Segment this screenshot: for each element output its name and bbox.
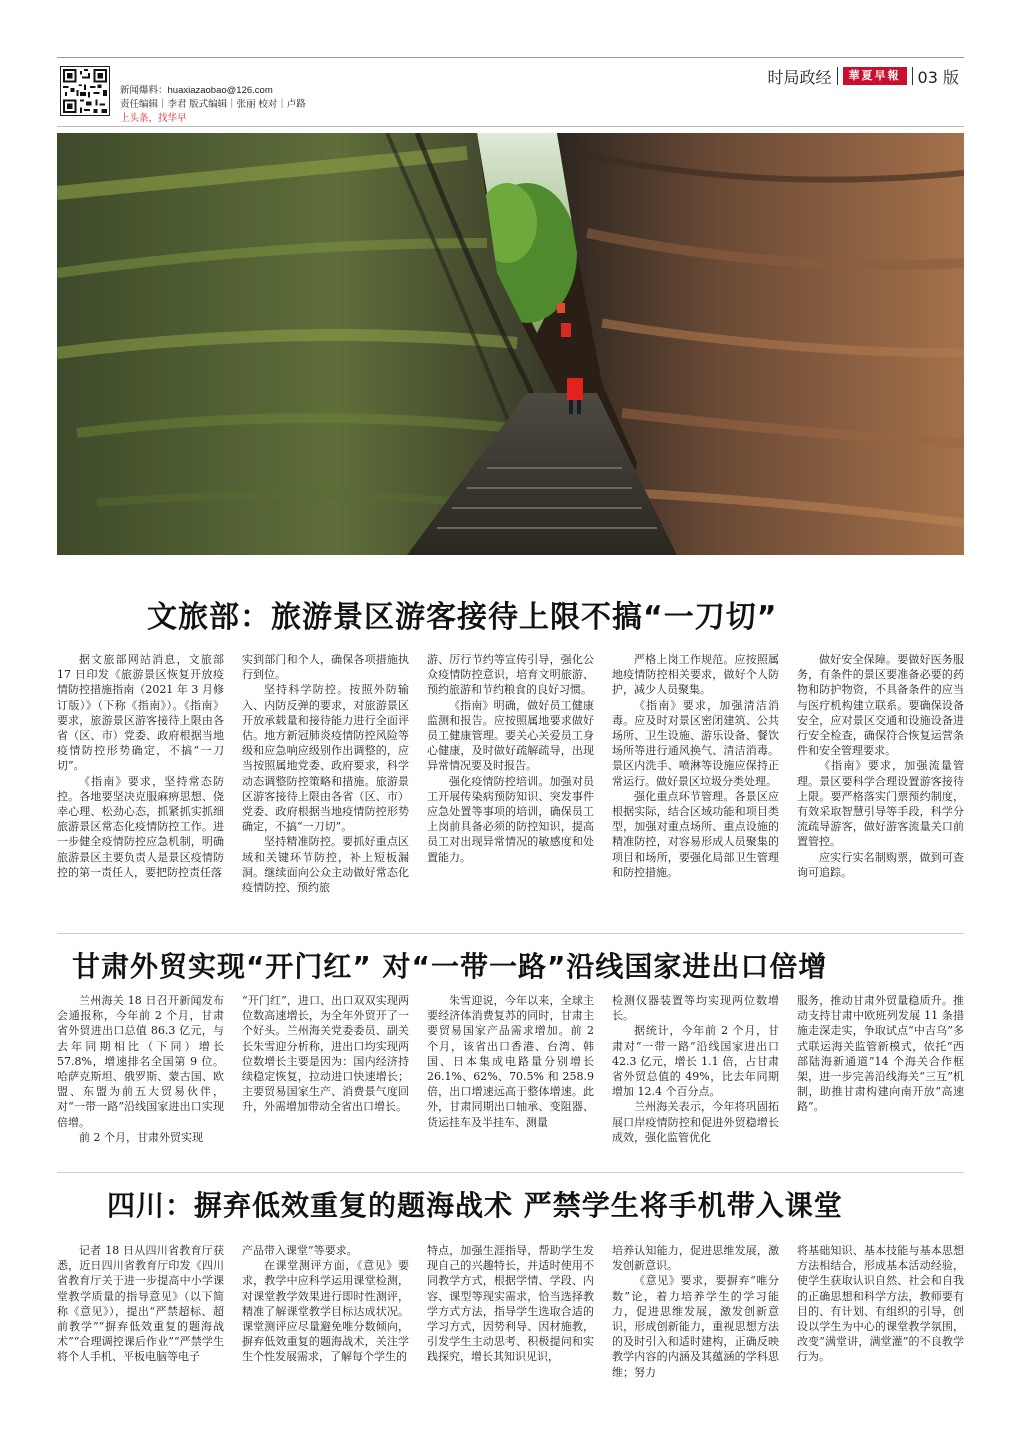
paragraph: 强化重点环节管理。各景区应根据实际，结合区域功能和项目类型，加强对重点场所、重点设施的精准防控，对容易形成人员聚集的项目和场所，要强化局部卫生管理和防控措施。 [612,789,779,879]
article2-column [242,993,409,1158]
paragraph: 坚持科学防控。按照外防输入、内防反弹的要求，对旅游景区开放承载量和接待能力进行全面评估。地方新冠肺炎疫情防控风险等级和应急响应级别作出调整的，应当按照属地党委、政府要求，科学动态调整防控策略和措施。旅游景区游客接待上限由各省（区、市）党委、政府根据当地疫情防控形势确定，不搞“一刀切”。 [242,683,409,834]
page-number: 03 版 [917,67,959,87]
canyon-photo [57,133,964,555]
paragraph: 严格上岗工作规范。应按照属地疫情防控相关要求，做好个人防护，减少人员聚集。 [612,653,779,697]
section-name: 时局政经 [767,67,832,87]
article2-column [797,993,964,1158]
paragraph: 前 2 个月，甘肃外贸实现 [79,1130,203,1144]
article2-column [612,993,779,1158]
paragraph: 培养认知能力，促进思维发展，激发创新意识。 [612,1244,779,1273]
article1-title: 文旅部：旅游景区游客接待上限不搞“一刀切” [147,600,778,635]
top-rule [57,57,964,58]
paragraph: 检测仪器装置等均实现两位数增长。 [612,994,779,1023]
paragraph: 在课堂测评方面，《意见》要求，教学中应科学运用课堂检测，对课堂教学效果进行即时性测评，精准了解课堂教学目标达成状况。课堂测评应尽量避免唯分数倾向，摒弃低效重复的题海战术，关注学生个性发展需求，了解每个学生的 [242,1259,409,1364]
paragraph: 《指南》明确，做好员工健康监测和报告。应按照属地要求做好员工健康管理。要关心关爱员工身心健康，及时做好疏解疏导，出现异常情况要及时报告。 [427,698,594,773]
article3-column [612,1243,779,1393]
article1-column [242,652,409,917]
paragraph: 《指南》要求，加强清洁消毒。应及时对景区密闭建筑、公共场所、卫生设施、游乐设备、餐饮场所等进行通风换气、清洁消毒。景区内洗手、喷淋等设施应保持正常运行。做好景区垃圾分类处理。 [612,698,779,788]
paragraph: 产品带入课堂”等要求。 [242,1244,358,1257]
paragraph: 实到部门和个人，确保各项措施执行到位。 [242,653,409,682]
paragraph: 强化疫情防控培训。加强对员工开展传染病预防知识、突发事件应急处置等事项的培训，确保员工上岗前具备必须的防控知识，提高员工对出现异常情况的敏感度和处置能力。 [427,774,594,864]
article2-column [427,993,594,1158]
article2-body [57,993,964,1158]
article1-body [57,652,964,917]
paragraph: 将基础知识、基本技能与基本思想方法相结合，形成基本活动经验，使学生获取认识自然、社会和自我的正确思想和科学方法，教师要有目的、有计划、有组织的引导，创设以学生为中心的课堂教学氛围，改变“满堂讲，满堂灌”的不良教学行为。 [797,1244,964,1364]
paragraph: 兰州海关表示，今年将巩固拓展口岸疫情防控和促进外贸稳增长成效，强化监管优化 [612,1100,779,1144]
paragraph: 《意见》要求，要摒弃“唯分数”论，着力培养学生的学习能力，促进思维发展，激发创新意识，形成创新能力，重视思想方法的及时引入和适时建构，正确反映教学内容的内涵及其蕴涵的学科思维；努力 [612,1274,779,1379]
paragraph: 朱雪迎说，今年以来，全球主要经济体消费复苏的同时，甘肃主要贸易国家产品需求增加。前 2 个月，该省出口香港、台湾、韩国、日本集成电路量分别增长 26.1%、62%、70.5% 和 258.9 倍，出口增速远高于整体增速。此外，甘肃同期出口轴承、变阻器、货运挂车及半挂车、测量 [427,994,594,1129]
article2-column [57,993,224,1158]
article3-title: 四川：摒弃低效重复的题海战术 严禁学生将手机带入课堂 [107,1189,843,1222]
newspaper-logo: 華夏早報 [843,67,907,85]
paragraph: 据统计，今年前 2 个月，甘肃对“一带一路”沿线国家进出口 42.3 亿元，增长 1.1 倍，占甘肃省外贸总值的 49%，比去年同期增加 12.4 个百分点。 [612,1024,779,1099]
paragraph: 坚持精准防控。要抓好重点区域和关键环节防控，补上短板漏洞。继续面向公众主动做好常态化疫情防控、预约旅 [242,835,409,895]
paragraph: 服务，推动甘肃外贸量稳质升。推动支持甘肃中欧班列发展 11 条措施走深走实，争取试点“中吉乌”多式联运海关监管新模式，依托“西部陆海新通道”14 个海关合作框架，进一步完善沿线海关“三互”机制，助推甘肃构建向南开放“高速路”。 [797,994,964,1114]
paragraph: 《指南》要求，坚持常态防控。各地要坚决克服麻痹思想、侥幸心理、松劲心态，抓紧抓实抓细旅游景区常态化疫情防控工作。进一步健全疫情防控应急机制，明确旅游景区主要负责人是景区疫情防控的第一责任人，要把防控责任落 [57,774,224,879]
qr-code [60,66,110,116]
paragraph: “开门红”，进口、出口双双实现两位数高速增长，为全年外贸开了一个好头。兰州海关党委委员、副关长朱雪迎分析称，进出口均实现两位数增长主要是因为：国内经济持续稳定恢复，拉动进口快速增长；主要贸易国家生产、消费景气度回升，外需增加带动全省出口增长。 [242,994,409,1114]
paragraph: 游、厉行节约等宣传引导，强化公众疫情防控意识，培育文明旅游、预约旅游和节约粮食的良好习惯。 [427,653,594,697]
article-divider [57,933,964,934]
article3-column [242,1243,409,1393]
section-header [768,64,959,88]
paragraph: 《指南》要求，加强流量管理。景区要科学合理设置游客接待上限。要严格落实门票预约制度，有效采取智慧引导等手段，科学分流疏导游客，做好游客流量关口前置管控。 [797,759,964,849]
article3-column [797,1243,964,1393]
slogan: 上头条，找华早 [120,113,187,124]
article1-column [427,652,594,917]
article1-column [57,652,224,917]
paragraph: 据文旅部网站消息，文旅部 17 日印发《旅游景区恢复开放疫情防控措施指南（2021 年 3 月修订版）》（下称《指南》）。《指南》要求，旅游景区游客接待上限由各省（区、市）党委、政府根据当地疫情防控形势确定，不搞“一刀切”。 [57,653,224,773]
article1-column [612,652,779,917]
news-tip-email: 新闻爆料：huaxiazaobao@126.com [120,85,273,96]
paragraph: 兰州海关 18 日召开新闻发布会通报称，今年前 2 个月，甘肃省外贸进出口总值 86.3 亿元，与去年同期相比（下同）增长 57.8%，增速排名全国第 9 位。哈萨克斯坦、俄罗斯、蒙古国、欧盟、东盟为前五大贸易伙伴，对“一带一路”沿线国家进出口实现倍增。 [57,994,224,1129]
paragraph: 做好安全保障。要做好医务服务，有条件的景区要准备必要的药物和防护物资，不具备条件的应当与医疗机构建立联系。要确保设备安全，应对景区交通和设施设备进行安全检查，确保符合恢复运营条件和安全管理要求。 [797,653,964,758]
article2-title: 甘肃外贸实现“开门红” 对“一带一路”沿线国家进出口倍增 [72,950,828,983]
editor-credits [120,84,306,126]
divider [837,67,838,85]
article1-column [797,652,964,917]
paragraph: 应实行实名制购票，做到可查询可追踪。 [797,850,964,879]
divider [912,67,913,85]
header-rule [57,126,964,127]
article3-body [57,1243,964,1393]
editor-line: 责任编辑｜李君 版式编辑｜张丽 校对｜卢路 [120,99,306,110]
paragraph: 记者 18 日从四川省教育厅获悉，近日四川省教育厅印发《四川省教育厅关于进一步提高中小学课堂教学质量的指导意见》（以下简称《意见》），提出“严禁超标、超前教学”“摒弃低效重复的题海战术”“合理调控课后作业”“严禁学生将个人手机、平板电脑等电子 [57,1244,224,1364]
paragraph: 特点，加强生涯指导，帮助学生发现自己的兴趣特长，并适时使用不同教学方式，根据学情、学段、内容、课型等现实需求，恰当选择教学方式方法，指导学生选取合适的学习方式，因势利导、因材施教，引发学生主动思考、积极提问和实践探究，增长其知识见识， [427,1244,594,1364]
article-divider [57,1172,964,1173]
article3-column [427,1243,594,1393]
article3-column [57,1243,224,1393]
